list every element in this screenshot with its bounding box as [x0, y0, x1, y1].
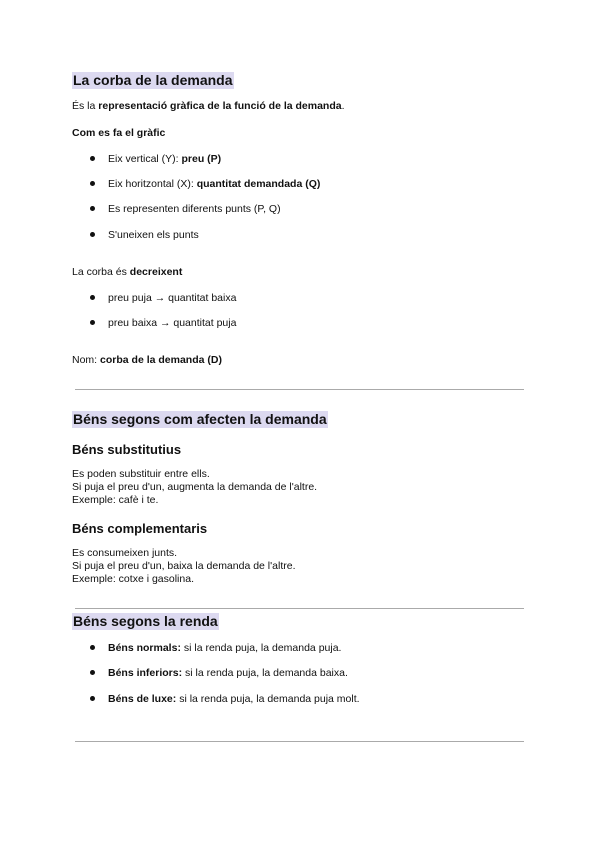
list-item-bold: Béns de luxe: [108, 693, 177, 705]
intro-end: . [341, 100, 345, 112]
curve-name-label: Nom: [72, 354, 101, 366]
list-item [90, 317, 236, 330]
paragraph-line: Exemple: cafè i te. [72, 494, 159, 506]
list-item-text: Eix horitzontal (X): [108, 178, 197, 190]
curve-name-paragraph [72, 354, 222, 368]
bullet-icon [90, 232, 95, 237]
list-item-text: si la renda puja, la demanda puja. [180, 642, 342, 654]
subsection-title-complements: Béns complementaris [72, 521, 208, 536]
list-item-text: Eix vertical (Y): [108, 153, 182, 165]
list-item [90, 203, 281, 216]
list-item [90, 229, 199, 242]
list-item-bold: preu (P) [181, 153, 222, 165]
paragraph-line: Exemple: cotxe i gasolina. [72, 573, 194, 585]
list-item-bold: quantitat demandada (Q) [196, 178, 321, 190]
list-item [90, 667, 348, 680]
list-item [90, 153, 221, 166]
subsection-title-substitutes: Béns substitutius [72, 442, 182, 457]
bullet-icon [90, 156, 95, 161]
divider [75, 741, 524, 742]
slope-text: La corba és [72, 266, 130, 278]
divider [75, 389, 524, 390]
bullet-icon [90, 295, 95, 300]
list-item-text: preu puja → quantitat baixa [108, 292, 237, 304]
intro-text: És la [72, 100, 99, 112]
paragraph-line: Es poden substituir entre ells. [72, 468, 210, 480]
slope-paragraph [72, 266, 182, 280]
bullet-icon [90, 206, 95, 211]
intro-bold: representació gràfica de la funció de la demanda [98, 100, 342, 112]
list-item-text: preu baixa → quantitat puja [108, 317, 237, 329]
paragraph-line: Es consumeixen junts. [72, 547, 178, 559]
howto-heading: Com es fa el gràfic [72, 127, 166, 139]
slope-bold: decreixent [129, 266, 183, 278]
bullet-icon [90, 670, 95, 675]
list-item-text: S'uneixen els punts [108, 229, 199, 241]
list-item-bold: Béns normals: [108, 642, 181, 654]
list-item [90, 642, 341, 655]
list-item-text: Es representen diferents punts (P, Q) [108, 203, 281, 215]
list-item [90, 693, 360, 706]
list-item [90, 292, 236, 305]
paragraph-line: Si puja el preu d'un, baixa la demanda de l'altre. [72, 560, 296, 572]
bullet-icon [90, 181, 95, 186]
intro-paragraph [72, 100, 345, 114]
bullet-icon [90, 320, 95, 325]
divider [75, 608, 524, 609]
bullet-icon [90, 696, 95, 701]
list-item [90, 178, 320, 191]
bullet-icon [90, 645, 95, 650]
curve-name-bold: corba de la demanda (D) [100, 354, 222, 366]
list-item-text: si la renda puja, la demanda puja molt. [176, 693, 360, 705]
list-item-bold: Béns inferiors: [108, 667, 183, 679]
section-title-goods-demand: Béns segons com afecten la demanda [73, 411, 327, 427]
section-title-demand-curve: La corba de la demanda [73, 72, 233, 88]
section-title-income-goods: Béns segons la renda [73, 613, 218, 629]
paragraph-line: Si puja el preu d'un, augmenta la demanda de l'altre. [72, 481, 318, 493]
list-item-text: si la renda puja, la demanda baixa. [182, 667, 348, 679]
